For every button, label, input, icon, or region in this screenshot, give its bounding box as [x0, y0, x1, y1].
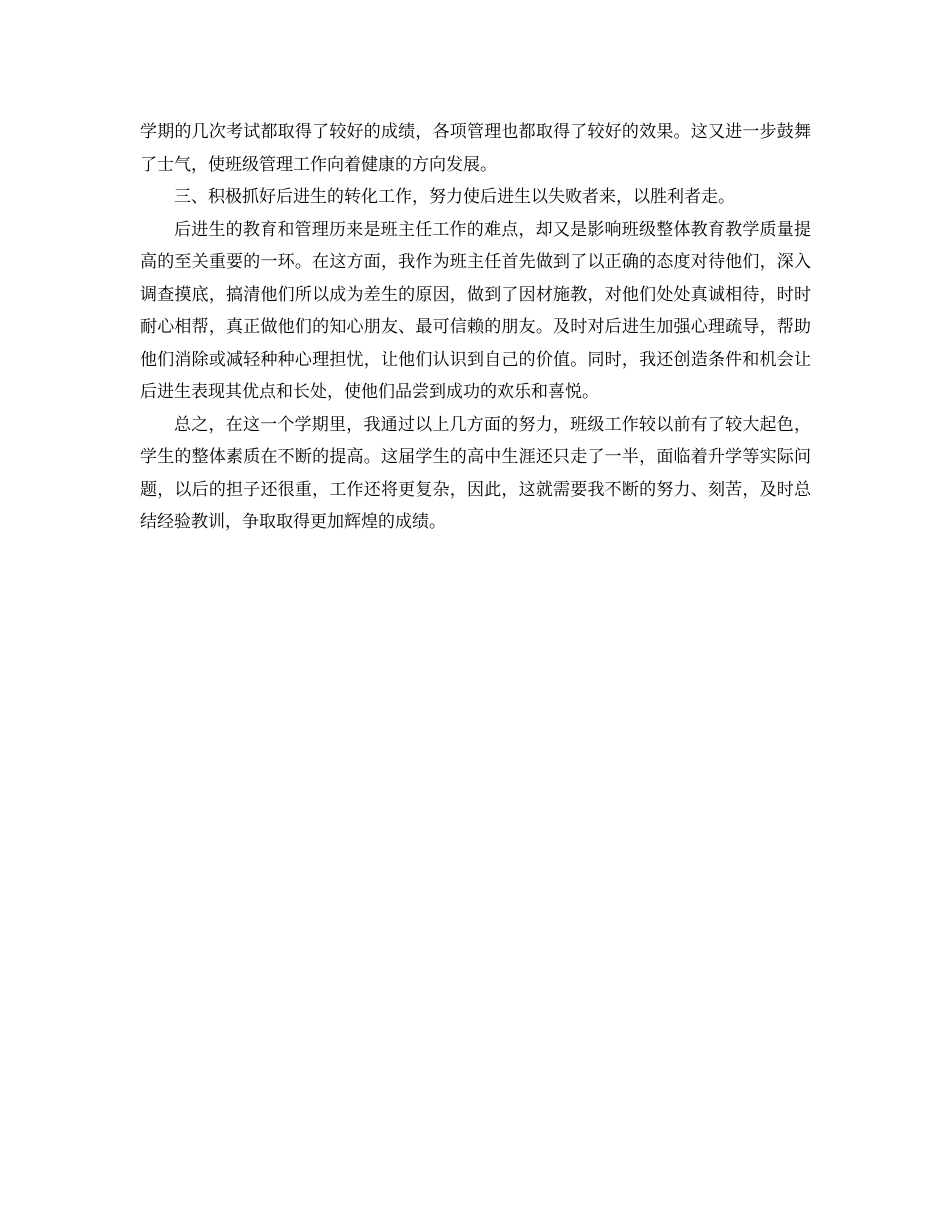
- document-body: [140, 116, 811, 539]
- paragraph-conclusion: 总之，在这一个学期里，我通过以上几方面的努力，班级工作较以前有了较大起色，学生的整体素质在不断的提高。这届学生的高中生涯还只走了一半，面临着升学等实际问题，以后的担子还很重，工作还将更复杂，因此，这就需要我不断的努力、刻苦，及时总结经验教训，争取取得更加辉煌的成绩。: [140, 414, 811, 532]
- paragraph-underperformers: 后进生的教育和管理历来是班主任工作的难点，却又是影响班级整体教育教学质量提高的至关重要的一环。在这方面，我作为班主任首先做到了以正确的态度对待他们，深入调查摸底，搞清他们所以成为差生的原因，做到了因材施教，对他们处处真诚相待，时时耐心相帮，真正做他们的知心朋友、最可信赖的朋友。及时对后进生加强心理疏导，帮助他们消除或减轻种种心理担忧，让他们认识到自己的价值。同时，我还创造条件和机会让后进生表现其优点和长处，使他们品尝到成功的欢乐和喜悦。: [140, 219, 811, 402]
- paragraph-continued: 学期的几次考试都取得了较好的成绩，各项管理也都取得了较好的效果。这又进一步鼓舞了士气，使班级管理工作向着健康的方向发展。: [140, 122, 811, 175]
- section-heading-3: 三、积极抓好后进生的转化工作，努力使后进生以失败者来，以胜利者走。: [174, 187, 735, 207]
